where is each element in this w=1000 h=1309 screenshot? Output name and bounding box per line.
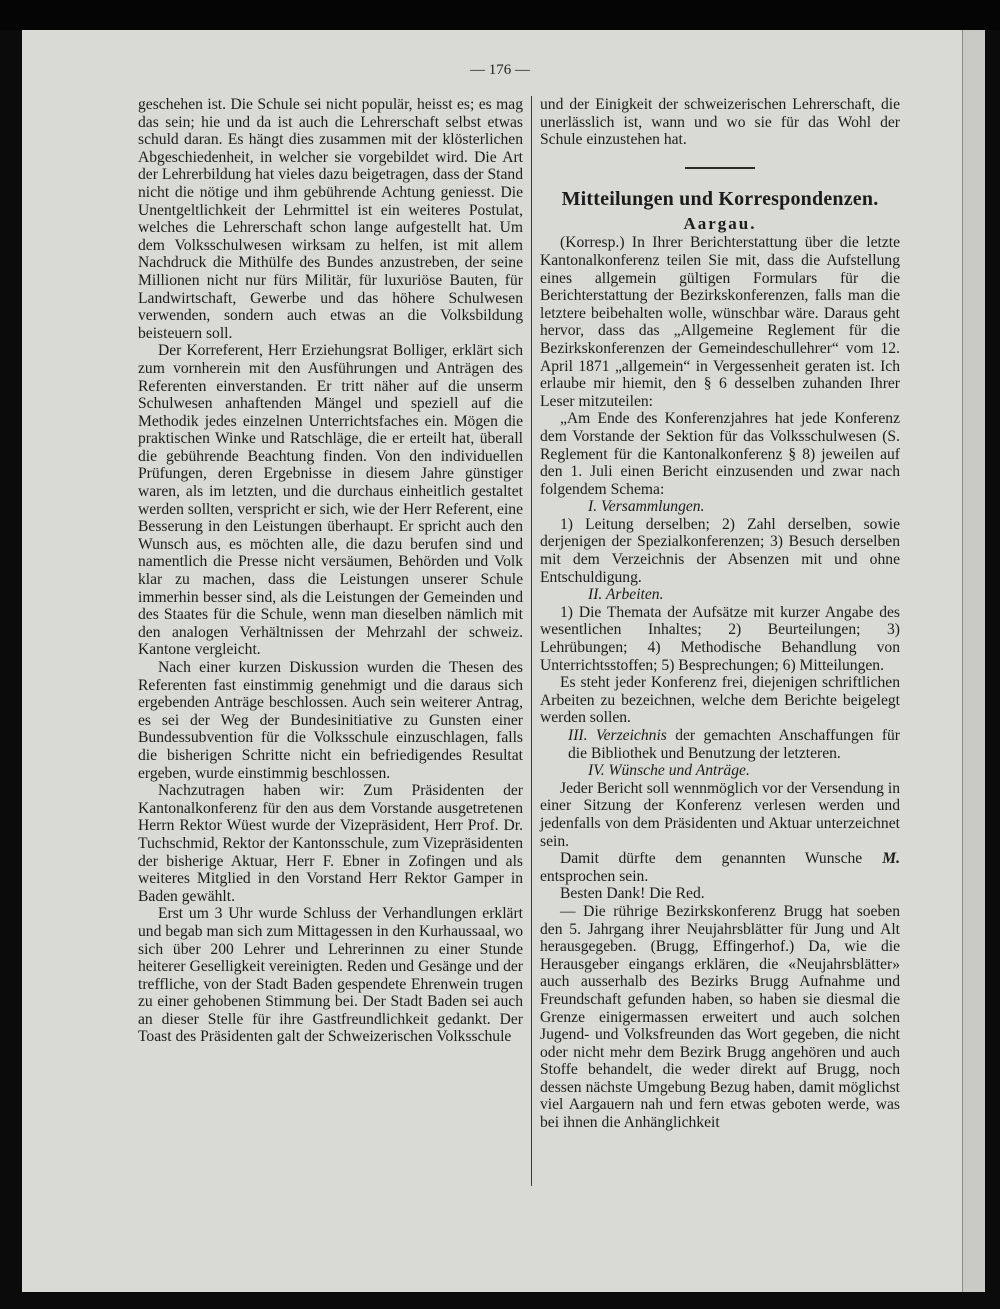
page-number: — 176 — xyxy=(470,62,530,78)
section-rule xyxy=(685,167,755,169)
closing-text: Damit dürfte dem genannten Wunsche entsprochen sein. xyxy=(540,850,863,885)
schema-heading-4: IV. Wünsche und Anträge. xyxy=(588,762,750,780)
schema-heading-3-text: der gemachten Anschaffungen für die Bibliothek und Benutzung der letzteren. xyxy=(568,727,901,762)
schema-heading-1: I. Versammlungen. xyxy=(588,498,705,516)
left-paragraph-3: Nach einer kurzen Diskussion wurden die Thesen des Referenten fast einstimmig genehmigt und die daraus sich ergebenden Anträge beschlossen. Auch sein weiterer Antrag, es sei der Weg der Bundesinitiative zu Gunsten einer Bundessubvention für die Volksschule einzuschlagen, falls die bisherigen Schritte nicht ein befriedigendes Resultat ergeben, wurde einstimmig beschlossen. xyxy=(138,659,523,782)
schema-heading-2: II. Arbeiten. xyxy=(588,586,664,604)
report-instruction: Jeder Bericht soll wennmöglich vor der Versendung in einer Sitzung der Konferenz verlesen werden und jedenfalls von dem Präsidenten und Aktuar unterzeichnet sein. xyxy=(540,779,900,850)
schema-item-1: 1) Leitung derselben; 2) Zahl derselben, sowie derjenigen der Spezialkonferenzen; 3) Besuch derselben mit dem Verzeichnis der Absenzen mit und ohne Entschuldigung. xyxy=(540,515,900,586)
left-paragraph-2: Der Korreferent, Herr Erziehungsrat Bolliger, erklärt sich zum vornherein mit den Ausführungen und Anträgen des Referenten einverstanden. Er tritt näher auf die unserm Schulwesen anhaftenden Mängel und speziell auf die Methodik jedes einzelnen Unterrichtsfaches ein. Mögen die praktischen Winke und Ratschläge, die er erteilt hat, überall die gebührende Beachtung finden. Von den individuellen Prüfungen, deren Ergebnisse in diesem Jahre günstiger waren, als im letzten, und die durchaus einheitlich gestaltet werden sollten, verspricht er sich, wie der Herr Referent, eine Besserung in den Leistungen überhaupt. Er spricht auch den Wunsch aus, es möchten alle, die dazu berufen sind und namentlich die Presse nicht versäumen, Behörden und Volk klar zu machen, dass die Leistungen unserer Schule immerhin besser sind, als die Leistungen der Gemeinden und des Staates für die Schule, wenn man dieselben nämlich mit den analogen Verhältnissen der Mehrzahl der schweiz. Kantone vergleicht. xyxy=(138,342,523,659)
closing-line xyxy=(540,850,900,885)
left-paragraph-1: geschehen ist. Die Schule sei nicht populär, heisst es; es mag das sein; hie und da ist auch die Lehrerschaft selbst etwas schuld daran. Es hängt dies zusammen mit der klösterlichen Abgeschiedenheit, in welcher sie vorgebildet wird. Die Art der Lehrerbildung hat vieles dazu beigetragen, dass der Stand nicht die nötige und ihm gebührende Achtung geniesst. Die Unentgeltlichkeit der Lehrmittel ist ein weiteres Postulat, welches die Lehrerschaft schon lange aufgestellt hat. Um dem Volksschulwesen wirksam zu helfen, ist mit allem Nachdruck die Mithülfe des Bundes anzustreben, der seine Millionen nicht nur fürs Militär, für luxuriöse Bauten, für Landwirtschaft, Gewerbe und das höhere Schulwesen verwenden, sondern auch etwas an die Volksbildung beisteuern soll. xyxy=(138,96,523,342)
scan-border-top xyxy=(0,0,1000,30)
right-intro-paragraph: und der Einigkeit der schweizerischen Lehrerschaft, die unerlässlich ist, wann und wo sie für das Wohl der Schule einzustehen hat. xyxy=(540,96,900,149)
left-column xyxy=(138,96,523,1046)
schema-heading-3-line xyxy=(540,727,900,762)
subsection-title: Aargau. xyxy=(683,213,757,233)
column-divider xyxy=(531,96,532,1186)
brugg-notice: — Die rührige Bezirkskonferenz Brugg hat soeben den 5. Jahrgang ihrer Neujahrsblätter für Jung und Alt herausgegeben. (Brugg, Effingerhof.) Da, wie die Herausgeber eingangs erklären, die «Neujahrsblätter» auch ausserhalb des Bezirks Brugg Aufnahme und Freundschaft gefunden haben, so haben sie diesmal die Grenze einigermassen erweitert und auch solchen Jugend- und Volksfreunden das Wort gegeben, die nicht oder nicht mehr dem Bezirk Brugg angehören und auch Stoffe behandelt, die weder direkt auf Brugg, noch dessen nächste Umgebung Bezug haben, damit möglichst viel Aargauern nah und fern etwas geboten werde, was bei ihnen die Anhänglichkeit xyxy=(540,902,900,1132)
next-page-edge xyxy=(962,30,985,1292)
schema-item-2: 1) Die Themata der Aufsätze mit kurzer Angabe des wesentlichen Inhaltes; 2) Beurteilungen; 3) Lehrübungen; 4) Methodische Behandlung von Unterrichtsstoffen; 5) Besprechungen; 6) Mitteilungen. xyxy=(540,603,900,674)
schema-note: Es steht jeder Konferenz frei, diejenigen schriftlichen Arbeiten zu bezeichnen, welche dem Berichte beigelegt werden sollen. xyxy=(540,674,900,727)
right-column xyxy=(540,96,900,1132)
schema-heading-3: III. Verzeichnis xyxy=(568,727,667,744)
editor-thanks: Besten Dank! Die Red. xyxy=(560,885,705,903)
left-paragraph-5: Erst um 3 Uhr wurde Schluss der Verhandlungen erklärt und begab man sich zum Mittagessen in den Kurhaussaal, wo sich über 200 Lehrer und Lehrerinnen zu einer Stunde heiterer Geselligkeit vereinigten. Reden und Gesänge und der treffliche, von der Stadt Baden gespendete Ehrenwein trugen zu einer gehobenen Stimmung bei. Der Stadt Baden sei auch an dieser Stelle für ihre Gastfreundlichkeit gedankt. Der Toast des Präsidenten galt der Schweizerischen Volksschule xyxy=(138,905,523,1046)
section-title: Mitteilungen und Korrespondenzen. xyxy=(561,187,879,210)
correspondence-paragraph: (Korresp.) In Ihrer Berichterstattung über die letzte Kantonalkonferenz teilen Sie mit, dass die Aufstellung eines allgemein gültigen Formulars für die Berichterstattung der Bezirkskonferenzen, falls man die letztere beibehalten wolle, wünschbar wäre. Daraus geht hervor, dass das „Allgemeine Reglement für die Bezirkskonferenzen der Gemeindeschullehrer“ vom 12. April 1871 „allgemein“ in Vergessenheit geraten ist. Ich erlaube mir hiemit, den § 6 desselben zuhanden Ihrer Leser mitzuteilen: xyxy=(540,234,900,410)
regulation-quote: „Am Ende des Konferenzjahres hat jede Konferenz dem Vorstande der Sektion für das Volksschulwesen (S. Reglement für die Kantonalkonferenz § 8) jeweilen auf den 1. Juli einen Bericht einzusenden und zwar nach folgendem Schema: xyxy=(540,410,900,498)
author-signature: M. xyxy=(882,850,900,868)
left-paragraph-4: Nachzutragen haben wir: Zum Präsidenten der Kantonalkonferenz für den aus dem Vorstande ausgetretenen Herrn Rektor Wüest wurde der Vizepräsident, Herr Prof. Dr. Tuchschmid, Rektor der Kantonsschule, zum Vizepräsidenten der bisherige Aktuar, Herr F. Ebner in Zofingen und als weiteres Mitglied in den Vorstand Herr Rektor Gamper in Baden gewählt. xyxy=(138,782,523,905)
